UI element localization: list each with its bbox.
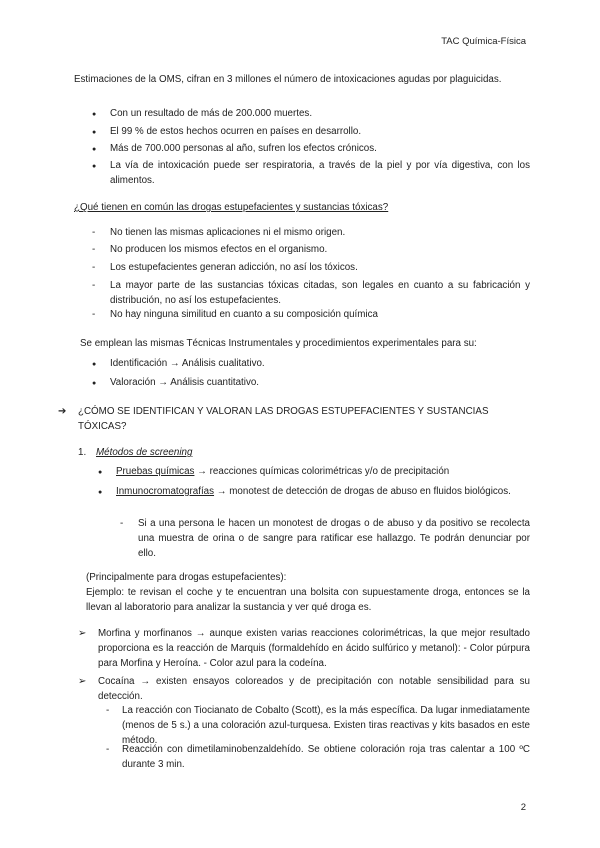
method-term: Pruebas químicas xyxy=(116,466,195,477)
question-heading: ¿Qué tienen en común las drogas estupefacientes y sustancias tóxicas? xyxy=(74,202,389,213)
bullet-dot xyxy=(92,356,96,372)
bullet-dot xyxy=(92,124,96,140)
technique-item: Identificación → Análisis cualitativo. xyxy=(110,358,265,369)
stat-item: Con un resultado de más de 200.000 muertes. xyxy=(110,108,313,119)
method-note: Si a una persona le hacen un monotest de drogas o de abuso y da positivo se recolecta una muestra de orina o de sangre para ratificar ese hallazgo. Te podrán denunciar por ello. xyxy=(138,518,530,559)
cocaine-paragraph: Cocaína → existen ensayos coloreados y de precipitación con notable sensibilidad para su detección. xyxy=(98,676,530,702)
dash-marker: - xyxy=(92,262,96,273)
dash-marker: - xyxy=(92,227,96,238)
section-heading: ¿CÓMO SE IDENTIFICAN Y VALORAN LAS DROGAS ESTUPEFACIENTES Y SUSTANCIAS TÓXICAS? xyxy=(78,406,489,432)
dash-marker: - xyxy=(92,309,96,320)
morphine-paragraph: Morfina y morfinanos → aunque existen varias reacciones colorimétricas, la que mejor resultado proporciona es la reacción de Marquis (formaldehído en ácido sulfúrico y metanol): - Color púrpura para Morfina y Heroína. - Color azul para la codeína. xyxy=(98,628,530,669)
example-paragraph: Ejemplo: te revisan el coche y te encuentran una bolsita con supuestamente droga, entonces se la llevan al laboratorio para analizar la sustancia y ver qué droga es. xyxy=(86,587,530,613)
dash-marker: - xyxy=(120,518,124,529)
techniques-intro: Se emplean las mismas Técnicas Instrumentales y procedimientos experimentales para su: xyxy=(80,338,477,349)
bullet-dot xyxy=(92,141,96,157)
bullet-dot xyxy=(92,106,96,122)
method-description: → reacciones químicas colorimétricas y/o de precipitación xyxy=(194,466,450,477)
method-term: Inmunocromatografías xyxy=(116,486,215,497)
difference-item: No producen los mismos efectos en el organismo. xyxy=(110,244,328,255)
cocaine-test-item: Reacción con dimetilaminobenzaldehído. Se obtiene coloración roja tras calentar a 100 ºC durante 3 min. xyxy=(122,744,530,770)
bullet-dot xyxy=(98,464,102,480)
stat-item: La vía de intoxicación puede ser respiratoria, a través de la piel y por vía digestiva, con los alimentos. xyxy=(110,160,530,186)
method-item xyxy=(116,464,530,479)
cocaine-test-item: La reacción con Tiocianato de Cobalto (Scott), es la más específica. Da lugar inmediatamente (menos de 5 s.) a una coloración azul-turquesa. Existen tiras reactivas y kits basados en este método. xyxy=(122,705,530,746)
arrowhead-icon: ➢ xyxy=(78,676,87,687)
technique-item: Valoración → Análisis cuantitativo. xyxy=(110,377,260,388)
subsection-title: Métodos de screening xyxy=(96,447,193,458)
stat-item: El 99 % de estos hechos ocurren en países en desarrollo. xyxy=(110,126,362,137)
arrow-icon: ➔ xyxy=(58,406,67,417)
mainly-note: (Principalmente para drogas estupefacientes): xyxy=(86,572,287,583)
page-header: TAC Química-Física xyxy=(441,36,526,47)
arrowhead-icon: ➢ xyxy=(78,628,87,639)
dash-marker: - xyxy=(92,280,96,291)
page-number: 2 xyxy=(520,802,526,813)
bullet-dot xyxy=(92,375,96,391)
dash-marker: - xyxy=(106,744,110,755)
difference-item: La mayor parte de las sustancias tóxicas citadas, son legales en cuanto a su fabricación y distribución, no así los estupefacientes. xyxy=(110,280,530,306)
difference-item: No hay ninguna similitud en cuanto a su composición química xyxy=(110,309,378,320)
difference-item: No tienen las mismas aplicaciones ni el mismo origen. xyxy=(110,227,346,238)
method-item xyxy=(116,484,530,499)
difference-item: Los estupefacientes generan adicción, no así los tóxicos. xyxy=(110,262,358,273)
dash-marker: - xyxy=(106,705,110,716)
subsection-number: 1. xyxy=(78,447,87,458)
stat-item: Más de 700.000 personas al año, sufren los efectos crónicos. xyxy=(110,143,377,154)
dash-marker: - xyxy=(92,244,96,255)
bullet-dot xyxy=(92,158,96,174)
intro-paragraph: Estimaciones de la OMS, cifran en 3 millones el número de intoxicaciones agudas por plaguicidas. xyxy=(74,74,502,85)
bullet-dot xyxy=(98,484,102,500)
method-description: → monotest de detección de drogas de abuso en fluidos biológicos. xyxy=(214,486,511,497)
